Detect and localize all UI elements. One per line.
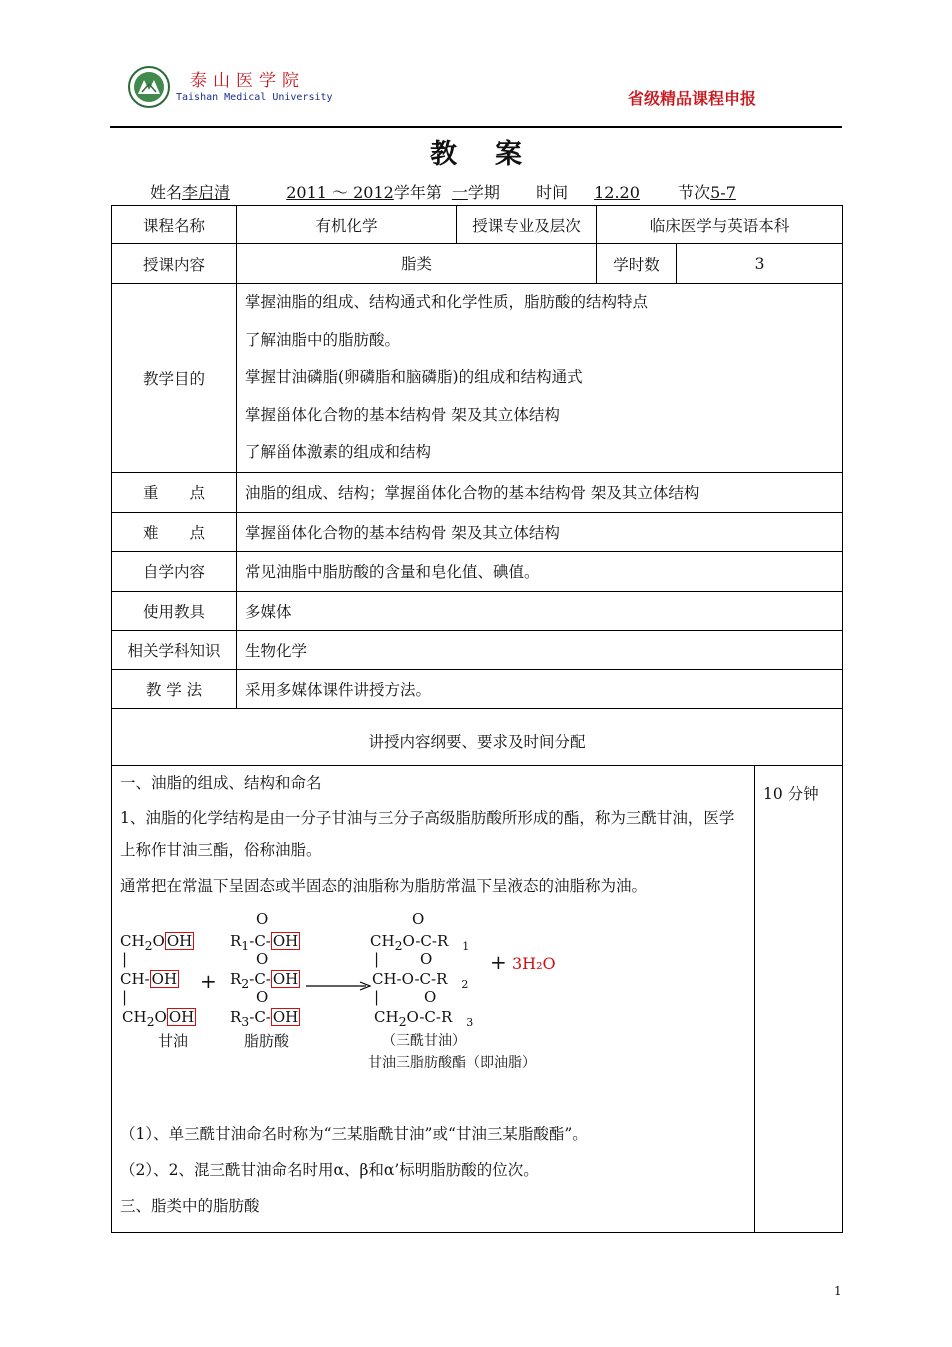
method-value: 采用多媒体课件讲授方法。 [237,669,843,708]
course-value: 有机化学 [237,206,457,244]
reaction-arrow [306,980,372,992]
self-study-value: 常见油脂中脂肪酸的含量和皂化值、碘值。 [237,551,843,591]
period-value: 5-7 [710,183,736,202]
objective-item: 掌握甾体化合物的基本结构骨 架及其立体结构 [245,405,560,424]
naming-rule-1: （1）、单三酰甘油命名时称为“三某脂酰甘油”或“甘油三某脂酸酯”。 [120,1124,588,1143]
product-label: （三酰甘油） [382,1032,466,1049]
bond-line: | [374,987,380,1006]
university-name-en: Taishan Medical University [176,92,333,103]
year-label: 学年第 [393,183,442,202]
fatty-acid-3: $R_3-C-$ OH [230,1007,299,1029]
difficult-value: 掌握甾体化合物的基本结构骨 架及其立体结构 [237,512,843,551]
major-label: 授课专业及层次 [457,206,597,244]
glycerol-line-2: CH- OH [120,969,178,988]
year-value: 2011 ～ 2012 [286,183,394,202]
outline-content [112,765,755,1232]
naming-rule-2: （2）、2、混三酰甘油命名时用α、β和α’标明脂肪酸的位次。 [120,1160,539,1179]
paragraph: 通常把在常温下呈固态或半固态的油脂称为脂肪常温下呈液态的油脂称为油。 [120,876,648,895]
difficult-label: 难 点 [112,512,237,551]
objective-item: 了解油脂中的脂肪酸。 [245,330,401,349]
key-label: 重 点 [112,472,237,512]
hours-label: 学时数 [597,244,677,284]
time-label: 时间 [536,183,569,202]
objective-item: 了解甾体激素的组成和结构 [245,443,432,461]
carbonyl-o: O [256,949,269,968]
bond-line: | [374,949,380,968]
glycerol-line-1: $CH_2O$ OH [120,931,193,953]
water-product: 3H₂O [512,953,556,973]
ester-line-1: $CH_2O-C-R$ $_1$ [370,931,470,953]
bond-line: | [122,949,128,968]
name-value: 李启清 [182,183,231,202]
carbonyl-o: O [256,987,269,1006]
carbonyl-o: O [420,949,433,968]
carbonyl-o: O [412,909,425,928]
header-rule [110,126,842,128]
fatty-acid-2: $R_2-C-$ OH [230,969,299,991]
objective-item: 掌握油脂的组成、结构通式和化学性质，脂肪酸的结构特点 [245,293,649,311]
outline-header: 讲授内容纲要、要求及时间分配 [112,708,843,765]
glycerol-line-3: $CH_2O$ OH [122,1007,195,1029]
ester-line-2: CH-O-C-R $_2$ [372,969,469,991]
carbonyl-o: O [256,909,269,928]
objectives-label: 教学目的 [112,284,237,473]
term-label: 学期 [467,183,500,202]
major-value: 临床医学与英语本科 [597,206,843,244]
plus-sign: + [200,968,217,993]
paragraph: 1、油脂的化学结构是由一分子甘油与三分子高级脂肪酸所形成的酯，称为三酰甘油，医学上称作甘油三酯，俗称油脂。 [120,808,735,859]
hours-value: 3 [677,244,843,284]
self-study-label: 自学内容 [112,551,237,591]
university-seal-icon [128,66,170,108]
page-number: 1 [834,1284,842,1298]
bond-line: | [122,987,128,1006]
info-line [150,180,736,203]
lesson-plan-table [111,205,843,1233]
related-label: 相关学科知识 [112,630,237,669]
fatty-acid-label: 脂肪酸 [244,1031,290,1050]
ester-line-3: $CH_2O-C-R$ $_3$ [374,1007,474,1029]
university-name-cn: 泰山医学院 [190,71,305,91]
objectives-cell [237,284,843,473]
carbonyl-o: O [424,987,437,1006]
fatty-acid-1: $R_1-C-$ OH [230,931,299,953]
plus-sign: + [490,949,507,974]
page-title: 教案 [430,139,560,170]
tools-value: 多媒体 [237,591,843,630]
related-value: 生物化学 [237,630,843,669]
content-value: 脂类 [237,244,597,284]
name-label: 姓名 [150,183,183,202]
course-label: 课程名称 [112,206,237,244]
product-full-name: 甘油三脂肪酸酯（即油脂） [368,1054,536,1071]
esterification-equation [120,906,746,1106]
application-banner: 省级精品课程申报 [628,89,757,108]
tools-label: 使用教具 [112,591,237,630]
section-heading: 一、油脂的组成、结构和命名 [120,773,322,792]
time-value: 12.20 [594,183,640,202]
key-value: 油脂的组成、结构；掌握甾体化合物的基本结构骨 架及其立体结构 [237,472,843,512]
glycerol-label: 甘油 [158,1031,189,1050]
period-label: 节次 [678,183,711,202]
objective-item: 掌握甘油磷脂(卵磷脂和脑磷脂)的组成和结构通式 [245,368,583,386]
term-value: 一 [451,183,468,202]
content-label: 授课内容 [112,244,237,284]
method-label: 教 学 法 [112,669,237,708]
time-allocation: 10 分钟 [755,765,843,1232]
section-heading: 三、脂类中的脂肪酸 [120,1196,260,1215]
